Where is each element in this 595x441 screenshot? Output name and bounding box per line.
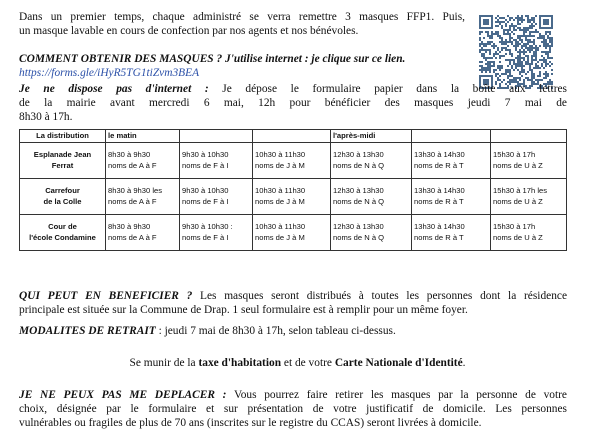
requirement-tax: taxe d'habitation: [198, 357, 282, 370]
header-empty: [180, 130, 253, 143]
slot-names: noms de F à I: [182, 160, 229, 170]
location-line: Esplanade Jean: [33, 150, 92, 160]
slot-cell: [253, 143, 331, 179]
slot-time: 10h30 à 11h30: [255, 222, 306, 232]
slot-names: noms de R à T: [414, 232, 464, 242]
slot-names: noms de N à Q: [333, 196, 385, 206]
requirement-pre: Se munir de la: [129, 357, 199, 370]
slot-time: 15h30 à 17h les: [493, 186, 548, 196]
slot-cell: [491, 179, 567, 215]
requirement-id-card: Carte Nationale d'Identité: [334, 357, 463, 370]
table-row: [20, 215, 567, 251]
slot-time: 8h30 à 9h30: [108, 222, 151, 232]
slot-names: noms de J à M: [255, 196, 305, 206]
slot-time: 8h30 à 9h30: [108, 150, 151, 160]
slot-cell: [412, 179, 491, 215]
intro-line-2: un masque lavable en cours de confection par nos agents et nos bénévoles.: [19, 25, 359, 37]
table-row: [20, 143, 567, 179]
slot-cell: [412, 215, 491, 251]
no-internet-line-3: 8h30 à 17h.: [19, 111, 73, 123]
slot-time: 10h30 à 11h30: [255, 150, 306, 160]
header-distribution: La distribution: [20, 130, 106, 143]
location-line: Ferrat: [51, 160, 74, 170]
slot-names: noms de U à Z: [493, 196, 543, 206]
slot-cell: [412, 143, 491, 179]
modalites-text: : jeudi 7 mai de 8h30 à 17h, selon tableau ci-dessus.: [155, 325, 396, 337]
slot-names: noms de U à Z: [493, 232, 543, 242]
requirement-line: [0, 357, 595, 369]
cannot-move-line-1: [19, 389, 567, 403]
location-cell: [20, 179, 106, 215]
slot-names: noms de R à T: [414, 160, 464, 170]
no-internet-label: Je ne dispose pas d'internet :: [19, 83, 209, 95]
header-empty: [491, 130, 567, 143]
slot-time: 13h30 à 14h30: [414, 186, 465, 196]
slot-time: 12h30 à 13h30: [333, 222, 384, 232]
table-header-row: [20, 130, 567, 143]
slot-cell: [106, 179, 180, 215]
no-internet-text-1: Je dépose le formulaire papier dans la boîte aux lettres: [208, 83, 567, 95]
slot-names: noms de A à F: [108, 196, 157, 206]
slot-time: 13h30 à 14h30: [414, 222, 465, 232]
form-link[interactable]: https://forms.gle/iHyR5TG1tiZvm3BEA: [19, 67, 200, 79]
slot-names: noms de U à Z: [493, 160, 543, 170]
who-label: QUI PEUT EN BENEFICIER ?: [19, 290, 193, 302]
slot-time: 9h30 à 10h30: [182, 150, 229, 160]
cannot-move-text-1: Vous pourrez faire retirer les masques par la personne de votre: [226, 389, 567, 401]
table-row: [20, 179, 567, 215]
slot-cell: [253, 215, 331, 251]
slot-names: noms de F à I: [182, 196, 229, 206]
slot-cell: [180, 215, 253, 251]
qr-code-icon[interactable]: [479, 15, 553, 89]
location-line: Cour de: [48, 222, 77, 232]
intro-line-1: Dans un premier temps, chaque administré se verra remettre 3 masques FFP1. Puis,: [19, 11, 465, 23]
who-line-2: principale est située sur la Commune de Drap. 1 seul formulaire est à remplir pour un même foyer.: [19, 304, 468, 316]
slot-names: noms de A à F: [108, 160, 157, 170]
modalites-line: [19, 325, 396, 339]
slot-cell: [180, 143, 253, 179]
slot-cell: [491, 143, 567, 179]
location-line: l'école Condamine: [29, 232, 96, 242]
header-afternoon: l'après-midi: [331, 130, 412, 143]
slot-cell: [331, 143, 412, 179]
slot-names: noms de N à Q: [333, 232, 385, 242]
header-empty: [253, 130, 331, 143]
cannot-move-label: JE NE PEUX PAS ME DEPLACER :: [19, 389, 227, 401]
modalites-label: MODALITES DE RETRAIT: [19, 325, 156, 337]
header-empty: [412, 130, 491, 143]
location-line: de la Colle: [43, 196, 82, 206]
slot-time: 15h30 à 17h: [493, 222, 536, 232]
slot-time: 12h30 à 13h30: [333, 186, 384, 196]
no-internet-line-1: [19, 83, 567, 97]
slot-time: 8h30 à 9h30 les: [108, 186, 163, 196]
location-cell: [20, 143, 106, 179]
slot-time: 15h30 à 17h: [493, 150, 536, 160]
slot-cell: [106, 215, 180, 251]
header-morning: le matin: [106, 130, 180, 143]
cannot-move-line-2: choix, désignée par le formulaire et sur présentation de votre justificatif de domicile. Les personnes: [19, 403, 567, 415]
location-line: Carrefour: [45, 186, 80, 196]
slot-time: 12h30 à 13h30: [333, 150, 384, 160]
slot-names: noms de J à M: [255, 160, 305, 170]
slot-names: noms de N à Q: [333, 160, 385, 170]
how-heading: COMMENT OBTENIR DES MASQUES ? J'utilise internet : je clique sur ce lien.: [19, 53, 406, 65]
requirement-mid: et de votre: [281, 357, 335, 370]
slot-names: noms de F à I: [182, 232, 229, 242]
who-line-1: [19, 290, 567, 304]
requirement-end: .: [462, 357, 466, 370]
slot-time: 13h30 à 14h30: [414, 150, 465, 160]
slot-names: noms de R à T: [414, 196, 464, 206]
slot-time: 9h30 à 10h30: [182, 186, 229, 196]
slot-cell: [331, 215, 412, 251]
who-text-1: Les masques seront distribués à toutes les personnes dont la résidence: [192, 290, 567, 302]
slot-names: noms de A à F: [108, 232, 157, 242]
slot-time: 9h30 à 10h30 :: [182, 222, 233, 232]
slot-cell: [491, 215, 567, 251]
slot-cell: [180, 179, 253, 215]
slot-cell: [106, 143, 180, 179]
cannot-move-line-3: vulnérables ou fragiles de plus de 70 ans (inscrites sur le registre du CCAS) seront livrées à domicile.: [19, 417, 482, 429]
slot-names: noms de J à M: [255, 232, 305, 242]
no-internet-line-2: de la mairie avant mercredi 6 mai, 12h pour bénéficier des masques jeudi 7 mai de: [19, 97, 567, 109]
location-cell: [20, 215, 106, 251]
slot-time: 10h30 à 11h30: [255, 186, 306, 196]
slot-cell: [331, 179, 412, 215]
slot-cell: [253, 179, 331, 215]
distribution-table: [19, 129, 567, 251]
